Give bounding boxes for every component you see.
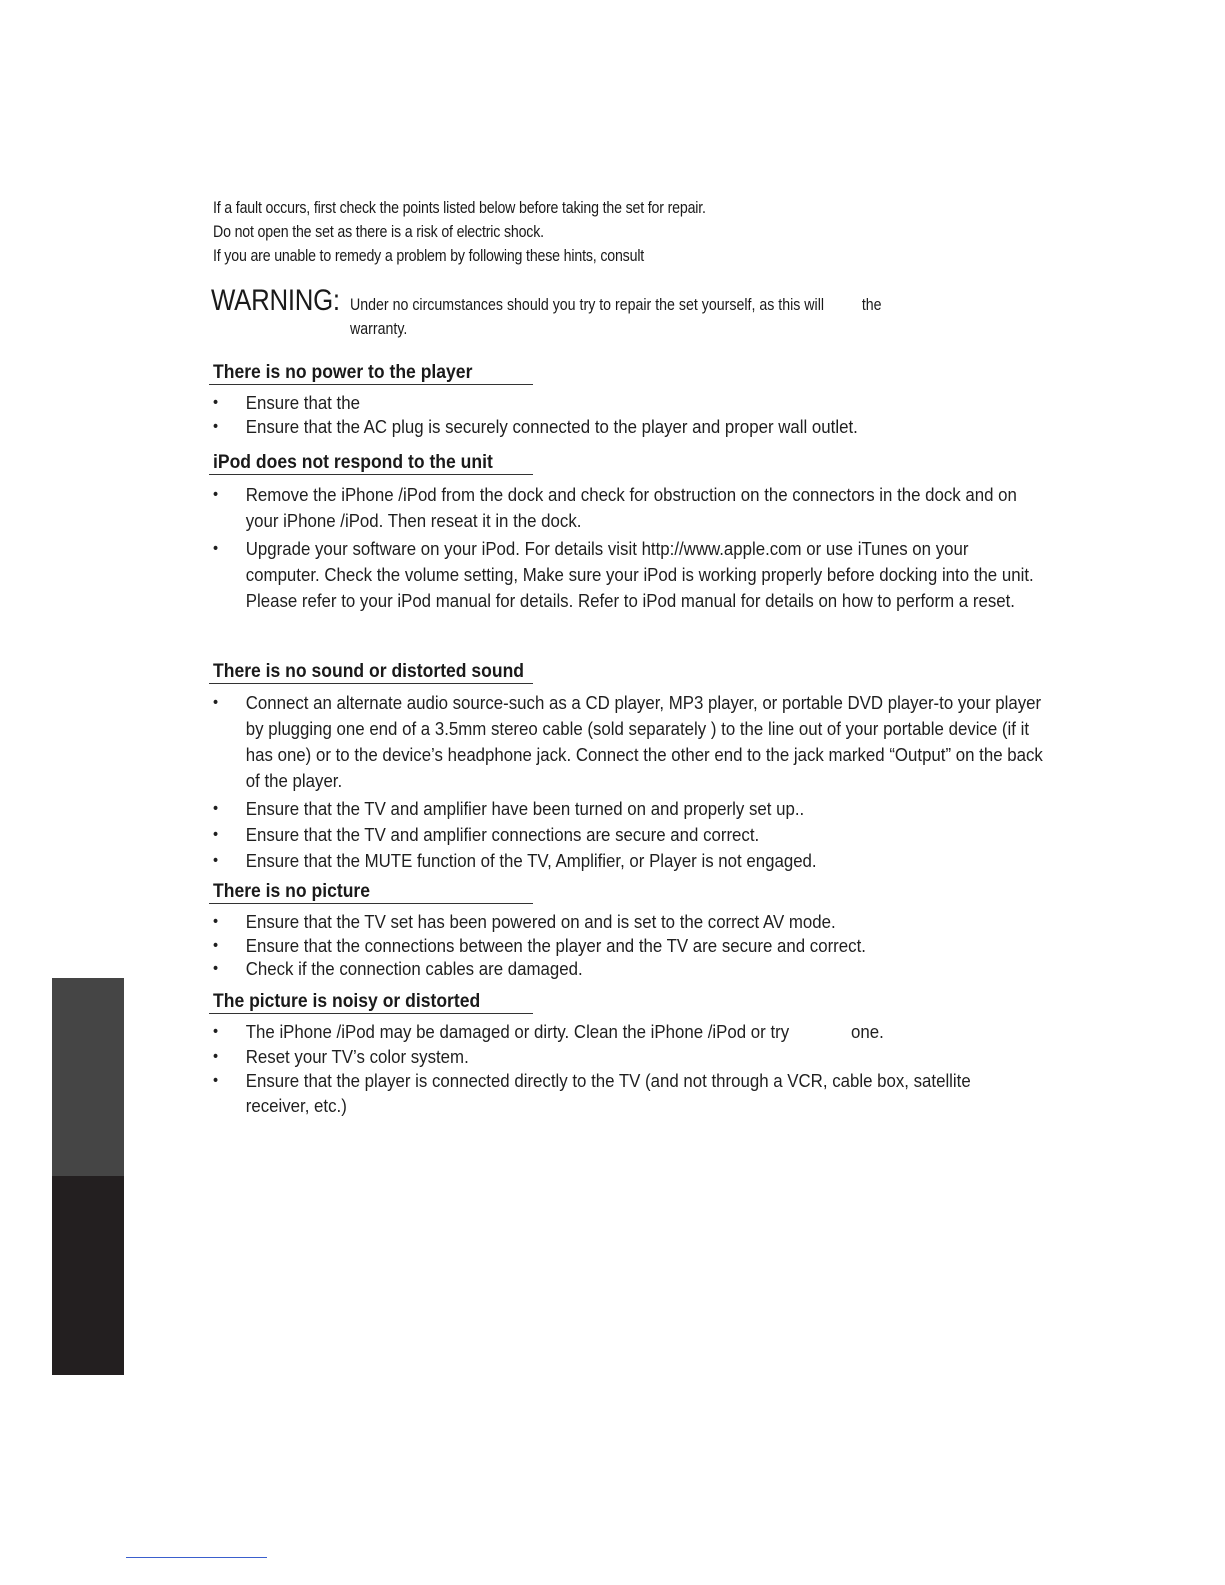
list-item-text: Check if the connection cables are damaged. — [245, 958, 583, 979]
intro-text — [213, 196, 901, 268]
footer-rule — [126, 1557, 267, 1558]
list-item — [213, 957, 1047, 981]
bullet-icon: • — [213, 486, 219, 503]
bullet-icon: • — [213, 694, 219, 711]
warning-text-part: Under no circumstances should you try to repair the set yourself, as this will — [350, 296, 824, 314]
no-power-list — [213, 391, 1129, 439]
section-title-no-picture — [209, 879, 533, 904]
section-title-no-power — [209, 360, 533, 385]
warning-text — [350, 293, 986, 341]
ipod-list — [213, 482, 1129, 614]
bullet-icon: • — [213, 960, 219, 977]
bullet-icon: • — [213, 826, 219, 843]
list-item-text: Ensure that the player is connected directly to the TV (and not through a VCR, cable box, satellite receiver, etc.) — [245, 1070, 971, 1116]
list-item-text: Ensure that the — [245, 392, 360, 413]
section-title-no-sound — [209, 659, 533, 684]
list-item-text: Ensure that the TV set has been powered on and is set to the correct AV mode. — [245, 911, 836, 932]
section-title-noisy — [209, 989, 533, 1014]
side-tab-upper — [52, 978, 124, 1176]
list-item-text: Ensure that the AC plug is securely connected to the player and proper wall outlet. — [245, 416, 858, 437]
intro-line: If you are unable to remedy a problem by following these hints, consult — [213, 247, 645, 265]
noisy-list — [213, 1020, 1129, 1118]
list-item — [213, 796, 1047, 822]
list-item-text: Connect an alternate audio source-such as a CD player, MP3 player, or portable DVD player-to your player by plugging one end of a 3.5mm stereo cable (sold separately ) to the line out of your portable device (if it has one) or to the device’s headphone jack. Connect the other end to the jack marked “Output” on the back of the player. — [245, 692, 1043, 791]
list-item — [213, 910, 1047, 934]
bullet-icon: • — [213, 1023, 219, 1040]
list-item — [213, 391, 1047, 415]
intro-line: If a fault occurs, first check the points listed below before taking the set for repair. — [213, 199, 706, 217]
list-item — [213, 934, 1047, 958]
list-item — [213, 482, 1047, 534]
section-title-text: There is no sound or distorted sound — [213, 660, 525, 682]
section-title-text: The picture is noisy or distorted — [213, 990, 481, 1012]
list-item-text: The iPhone /iPod may be damaged or dirty. Clean the iPhone /iPod or try — [245, 1021, 790, 1042]
no-picture-list — [213, 910, 1129, 981]
intro-line: Do not open the set as there is a risk of electric shock. — [213, 223, 544, 241]
section-title-ipod — [209, 450, 533, 475]
bullet-icon: • — [213, 1072, 219, 1089]
list-item — [213, 1020, 1047, 1045]
bullet-icon: • — [213, 418, 219, 435]
list-item — [213, 536, 1047, 614]
list-item — [213, 1045, 1047, 1070]
section-title-text: iPod does not respond to the unit — [213, 451, 493, 473]
list-item-text: Ensure that the TV and amplifier have been turned on and properly set up.. — [245, 798, 805, 819]
no-sound-list — [213, 690, 1129, 874]
list-item-text: Ensure that the connections between the player and the TV are secure and correct. — [245, 934, 866, 956]
warning-text-part: warranty. — [350, 320, 408, 338]
list-item-text: one. — [851, 1021, 884, 1042]
side-tab-lower — [52, 1176, 124, 1375]
bullet-icon: • — [213, 800, 219, 817]
list-item-text: Reset your TV’s color system. — [245, 1045, 469, 1067]
list-item — [213, 848, 1047, 874]
list-item-text: Ensure that the MUTE function of the TV, Amplifier, or Player is not engaged. — [245, 850, 817, 871]
list-item-text: Remove the iPhone /iPod from the dock and check for obstruction on the connectors in the dock and on your iPhone /iPod. Then reseat it in the dock. — [245, 484, 1017, 531]
warning-text-part: the — [861, 296, 882, 314]
bullet-icon: • — [213, 936, 219, 954]
list-item — [213, 690, 1047, 794]
list-item — [213, 822, 1047, 848]
section-title-text: There is no picture — [213, 880, 371, 902]
list-item — [213, 415, 1047, 439]
list-item-text: Upgrade your software on your iPod. For details visit http://www.apple.com or use iTunes on your computer. Check the volume setting, Make sure your iPod is working properly before docking into the unit. Please refer to your iPod manual for details. Refer to iPod manual for details on how to perform a reset. — [245, 538, 1034, 611]
warning-label: WARNING: — [211, 284, 340, 317]
bullet-icon: • — [213, 1047, 219, 1065]
list-item — [213, 1069, 974, 1118]
list-item-text: Ensure that the TV and amplifier connections are secure and correct. — [245, 824, 760, 845]
section-title-text: There is no power to the player — [213, 361, 473, 383]
bullet-icon: • — [213, 913, 219, 930]
bullet-icon: • — [213, 852, 219, 869]
bullet-icon: • — [213, 540, 219, 557]
bullet-icon: • — [213, 394, 219, 411]
